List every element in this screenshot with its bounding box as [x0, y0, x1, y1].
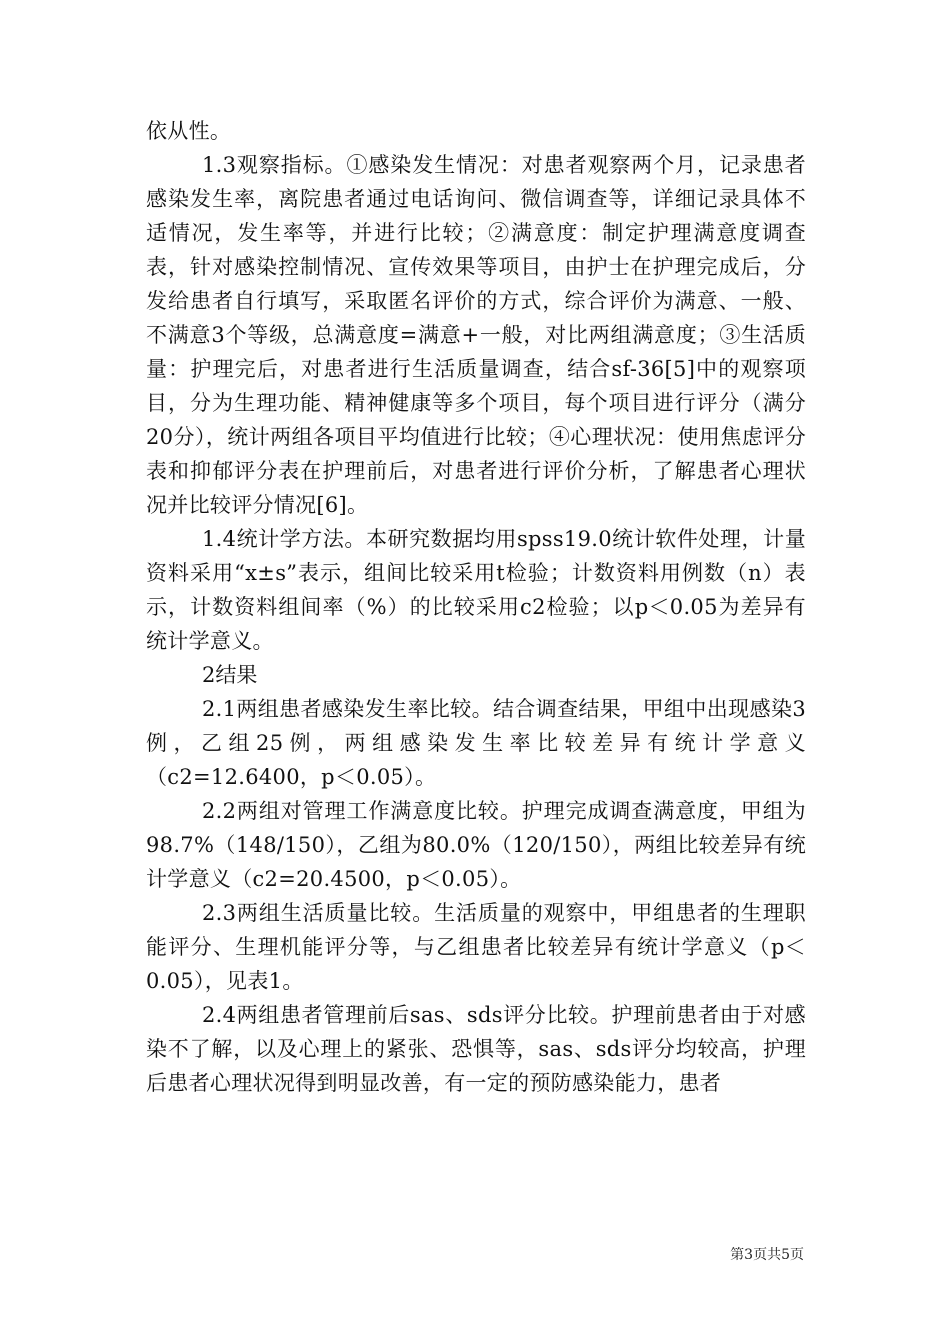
paragraph-sas-sds: 2.4两组患者管理前后sas、sds评分比较。护理前患者由于对感染不了解，以及心理上的紧张、恐惧等，sas、sds评分均较高，护理后患者心理状况得到明显改善，有一定的预防感染能力，患者 [146, 1003, 806, 1095]
paragraph-infection-rate: 2.1两组患者感染发生率比较。结合调查结果，甲组中出现感染3例，乙组25例，两组感染发生率比较差异有统计学意义（c2=12.6400，p＜0.05）。 [146, 697, 806, 789]
paragraph-observation-indicators: 1.3观察指标。①感染发生情况：对患者观察两个月，记录患者感染发生率，离院患者通过电话询问、微信调查等，详细记录具体不适情况，发生率等，并进行比较；②满意度：制定护理满意度调查表，针对感染控制情况、宣传效果等项目，由护士在护理完成后，分发给患者自行填写，采取匿名评价的方式，综合评价为满意、一般、不满意3个等级，总满意度=满意+一般，对比两组满意度；③生活质量：护理完后，对患者进行生活质量调查，结合sf-36[5]中的观察项目，分为生理功能、精神健康等多个项目，每个项目进行评分（满分20分），统计两组各项目平均值进行比较；④心理状况：使用焦虑评分表和抑郁评分表在护理前后，对患者进行评价分析，了解患者心理状况并比较评分情况[6]。 [146, 153, 806, 517]
paragraph-statistical-methods: 1.4统计学方法。本研究数据均用spss19.0统计软件处理，计量资料采用“x±s”表示，组间比较采用t检验；计数资料用例数（n）表示，计数资料组间率（%）的比较采用c2检验；以p＜0.05为差异有统计学意义。 [146, 527, 806, 653]
paragraph-satisfaction: 2.2两组对管理工作满意度比较。护理完成调查满意度，甲组为98.7%（148/150），乙组为80.0%（120/150），两组比较差异有统计学意义（c2=20.4500，p＜0.05）。 [146, 799, 806, 891]
paragraph-quality-of-life: 2.3两组生活质量比较。生活质量的观察中，甲组患者的生理职能评分、生理机能评分等，与乙组患者比较差异有统计学意义（p＜0.05），见表1。 [146, 901, 806, 993]
page-number: 第3页共5页 [730, 1247, 804, 1263]
document-body [146, 114, 806, 1100]
section-heading-results: 2结果 [202, 663, 258, 687]
paragraph-continuation: 依从性。 [146, 119, 232, 143]
